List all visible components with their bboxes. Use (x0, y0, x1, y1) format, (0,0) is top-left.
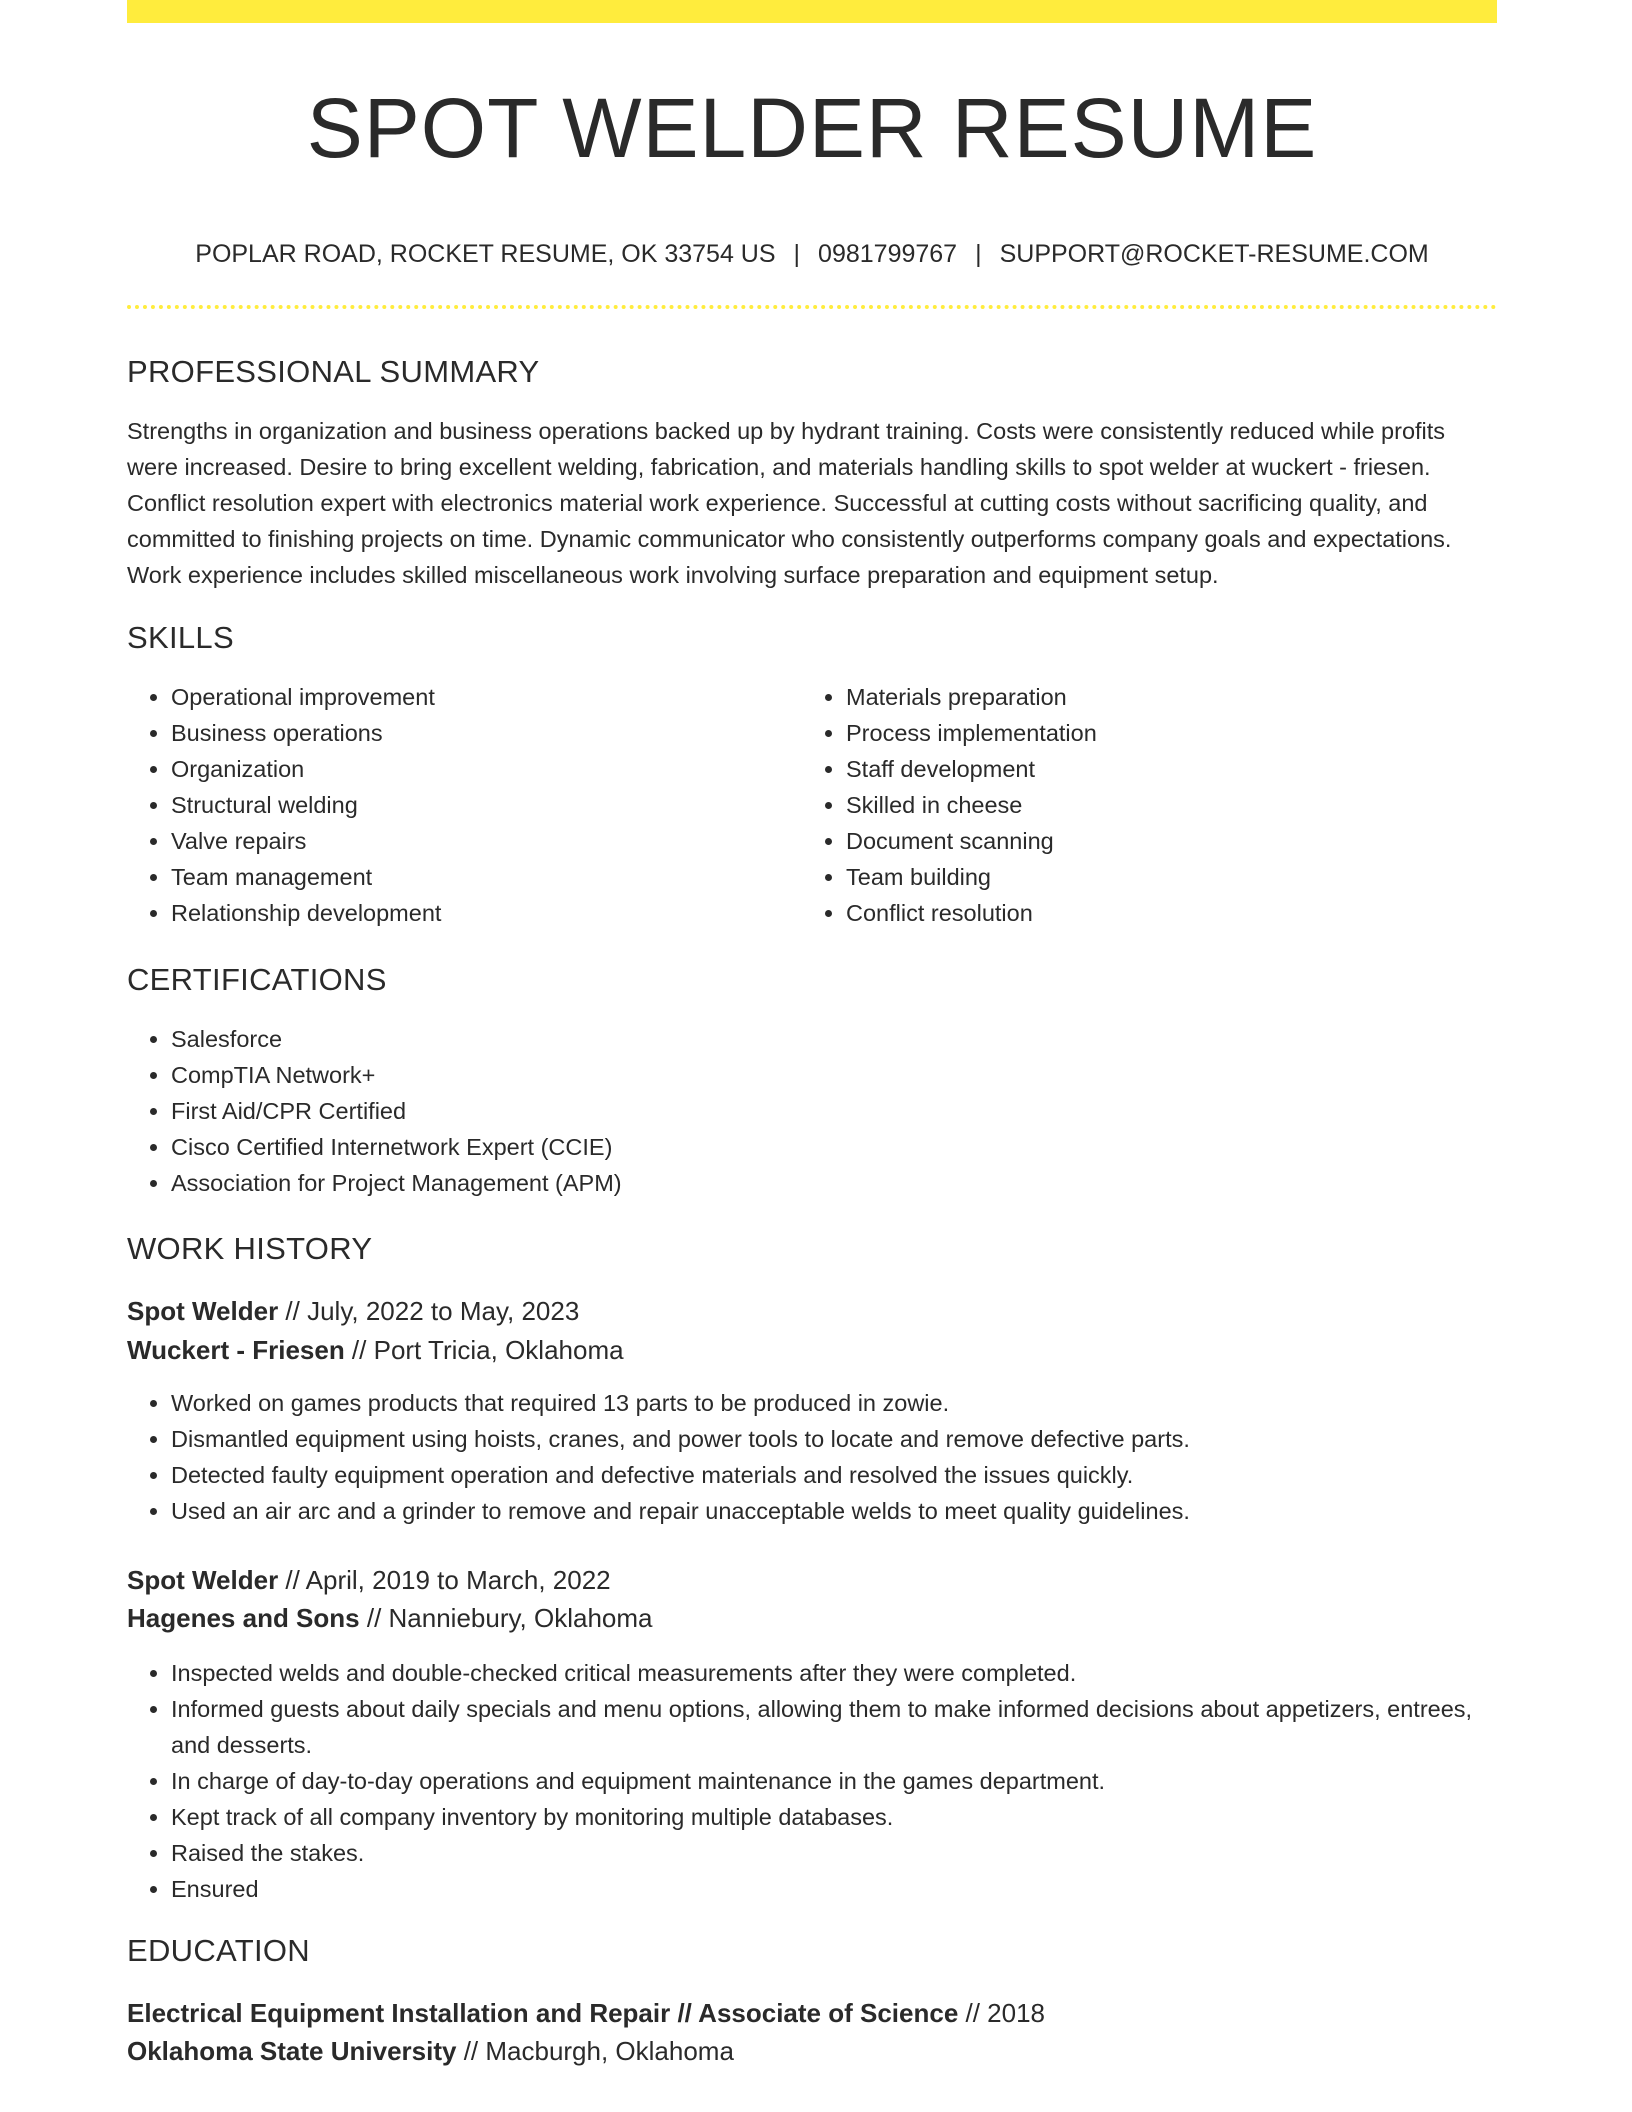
certifications-heading: CERTIFICATIONS (127, 962, 387, 997)
job-title: Spot Welder (127, 1296, 279, 1326)
job-bullet: • Worked on games products that required 13 parts to be produced in zowie. (171, 1385, 1491, 1421)
work-history-heading: WORK HISTORY (127, 1231, 373, 1266)
contact-email: SUPPORT@ROCKET-RESUME.COM (999, 240, 1429, 268)
job-title-line (127, 1292, 579, 1330)
certification-item: • CompTIA Network+ (171, 1057, 1491, 1093)
job-location: // Port Tricia, Oklahoma (344, 1335, 624, 1365)
contact-line (127, 238, 1497, 270)
skill-item: • Staff development (846, 751, 1466, 787)
job-bullets (127, 1655, 1497, 1907)
job-bullet: • Inspected welds and double-checked critical measurements after they were completed. (171, 1655, 1497, 1691)
skills-heading: SKILLS (127, 620, 234, 655)
dotted-divider (127, 305, 1497, 309)
job-bullets (127, 1385, 1491, 1529)
job-bullet: • Dismantled equipment using hoists, cranes, and power tools to locate and remove defective parts. (171, 1421, 1491, 1457)
job-bullet: • Raised the stakes. (171, 1835, 1497, 1871)
skill-item: • Structural welding (171, 787, 791, 823)
job-company: Hagenes and Sons (127, 1603, 360, 1633)
top-accent-bar (127, 0, 1497, 23)
skill-item: • Business operations (171, 715, 791, 751)
job-company-line (127, 1331, 624, 1369)
skill-item: • Materials preparation (846, 679, 1466, 715)
skill-item: • Relationship development (171, 895, 791, 931)
skill-item: • Document scanning (846, 823, 1466, 859)
contact-phone: 0981799767 (818, 240, 958, 268)
contact-separator: | (975, 240, 982, 268)
job-company-line (127, 1599, 653, 1637)
summary-heading: PROFESSIONAL SUMMARY (127, 354, 540, 389)
skill-item: • Team building (846, 859, 1466, 895)
job-bullet: • Detected faulty equipment operation and defective materials and resolved the issues quickly. (171, 1457, 1491, 1493)
job-location: // Nanniebury, Oklahoma (359, 1603, 653, 1633)
skill-item: • Conflict resolution (846, 895, 1466, 931)
contact-separator: | (793, 240, 801, 268)
education-degree-line (127, 1994, 1045, 2032)
job-dates: // July, 2022 to May, 2023 (278, 1296, 580, 1326)
job-bullet: • Kept track of all company inventory by monitoring multiple databases. (171, 1799, 1497, 1835)
resume-title: SPOT WELDER RESUME (306, 81, 1318, 175)
skill-item: • Valve repairs (171, 823, 791, 859)
certification-item: • Cisco Certified Internetwork Expert (CCIE) (171, 1129, 1491, 1165)
education-school: Oklahoma State University (127, 2036, 457, 2066)
skill-item: • Skilled in cheese (846, 787, 1466, 823)
skill-item: • Operational improvement (171, 679, 791, 715)
certifications-list (127, 1021, 1491, 1201)
skill-item: • Team management (171, 859, 791, 895)
job-bullet: • Ensured (171, 1871, 1497, 1907)
skills-list-left (127, 679, 791, 931)
skill-item: • Process implementation (846, 715, 1466, 751)
education-degree: Electrical Equipment Installation and Repair // Associate of Science (127, 1998, 959, 2028)
job-title: Spot Welder (127, 1565, 279, 1595)
job-bullet: • In charge of day-to-day operations and equipment maintenance in the games department. (171, 1763, 1497, 1799)
certification-item: • Salesforce (171, 1021, 1491, 1057)
contact-address: POPLAR ROAD, ROCKET RESUME, OK 33754 US (195, 240, 776, 268)
education-school-line (127, 2032, 734, 2070)
education-location: // Macburgh, Oklahoma (456, 2036, 734, 2066)
skills-list-right (802, 679, 1466, 931)
certification-item: • Association for Project Management (APM) (171, 1165, 1491, 1201)
skill-item: • Organization (171, 751, 791, 787)
job-company: Wuckert - Friesen (127, 1335, 345, 1365)
education-year: // 2018 (958, 1998, 1046, 2028)
job-bullet: • Informed guests about daily specials and menu options, allowing them to make informed decisions about appetizers, entrees, and desserts. (171, 1691, 1497, 1763)
education-heading: EDUCATION (127, 1933, 310, 1968)
job-bullet: • Used an air arc and a grinder to remove and repair unacceptable welds to meet quality guidelines. (171, 1493, 1491, 1529)
job-dates: // April, 2019 to March, 2022 (278, 1565, 611, 1595)
summary-text: Strengths in organization and business operations backed up by hydrant training. Costs were consistently reduced while profits were increased. Desire to bring excellent welding, fabrication, and materials handling skills to spot welder at wuckert - friesen. Conflict resolution expert with electronics material work experience. Successful at cutting costs without sacrificing quality, and committed to finishing projects on time. Dynamic communicator who consistently outperforms company goals and expectations. Work experience includes skilled miscellaneous work involving surface preparation and equipment setup. (127, 418, 1452, 588)
job-title-line (127, 1561, 611, 1599)
certification-item: • First Aid/CPR Certified (171, 1093, 1491, 1129)
